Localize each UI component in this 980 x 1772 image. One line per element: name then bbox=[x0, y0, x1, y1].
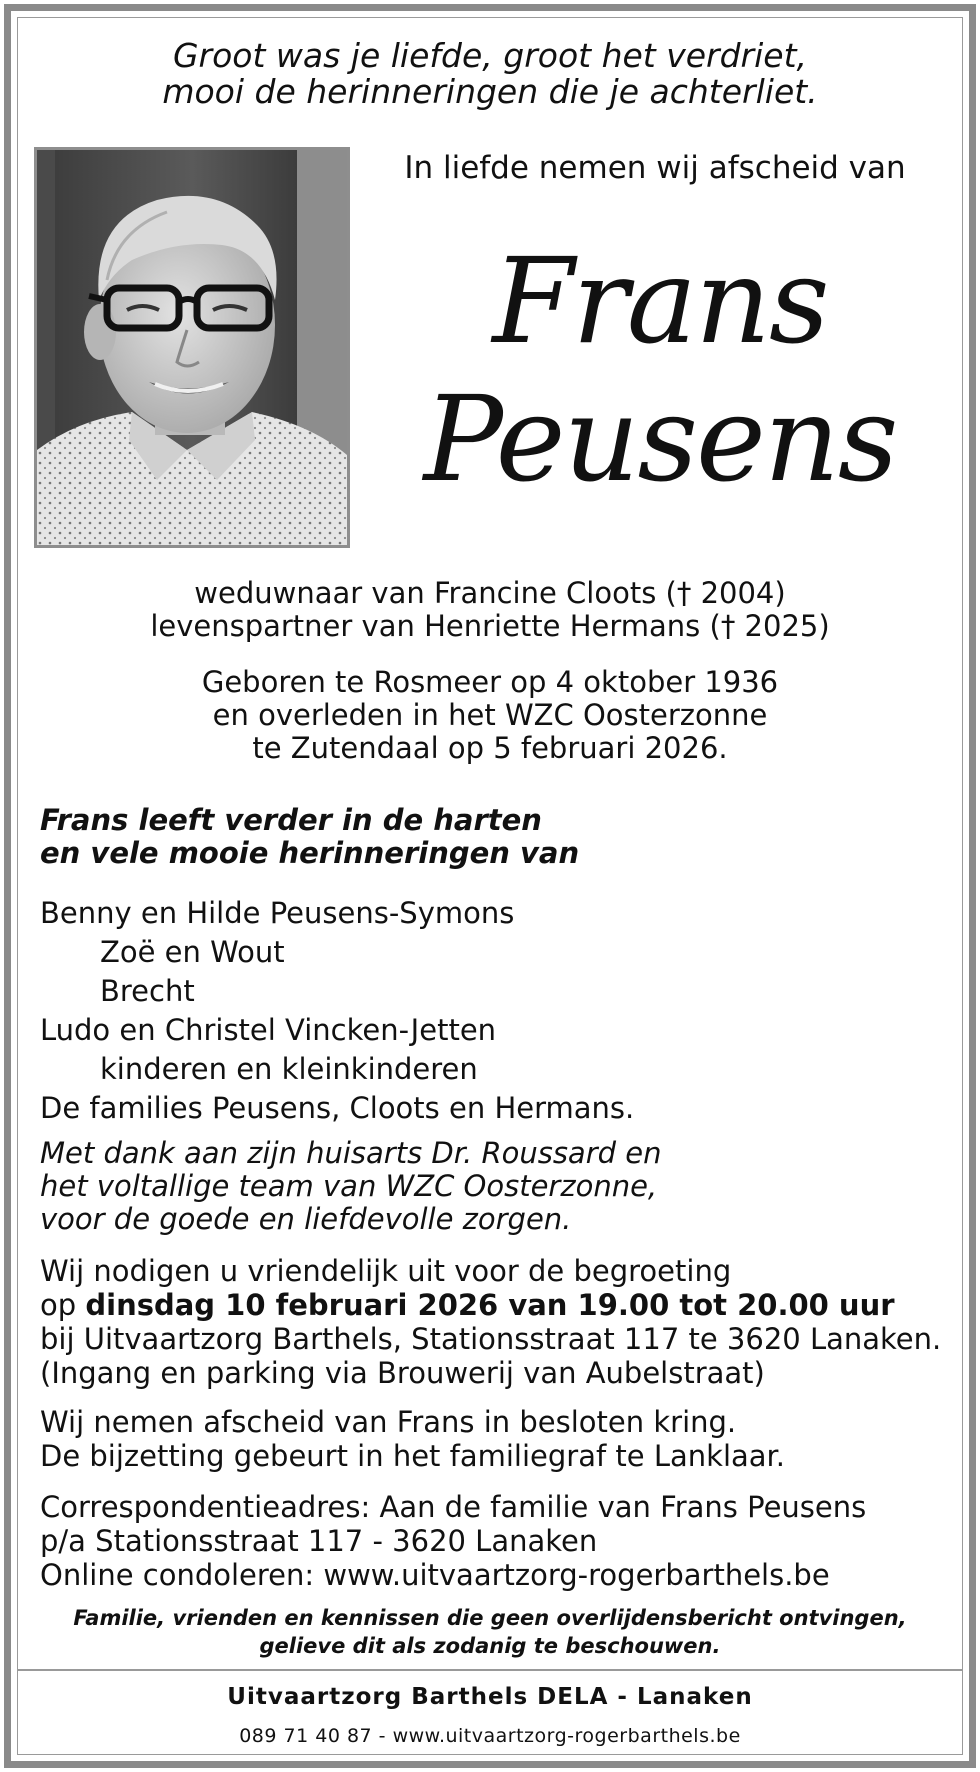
footer-title: Uitvaartzorg Barthels DELA - Lanaken bbox=[227, 1684, 753, 1710]
deceased-first-name: Frans bbox=[492, 232, 828, 370]
visitation-date: dinsdag 10 februari 2026 van 19.00 tot 20.00 uur bbox=[85, 1288, 895, 1322]
relations-block bbox=[30, 577, 950, 643]
family-list bbox=[40, 894, 634, 1128]
correspondence-street: p/a Stationsstraat 117 - 3620 Lanaken bbox=[40, 1524, 598, 1558]
intro-text: In liefde nemen wij afscheid van bbox=[404, 150, 906, 186]
lives-on-line-2: en vele mooie herinneringen van bbox=[40, 836, 580, 870]
contact-block bbox=[40, 1490, 866, 1592]
family-member: Zoë en Wout bbox=[100, 935, 285, 969]
portrait-illustration bbox=[37, 150, 347, 545]
visitation-parking: (Ingang en parking via Brouwerij van Aubelstraat) bbox=[40, 1356, 765, 1390]
family-member: De families Peusens, Cloots en Hermans. bbox=[40, 1091, 635, 1125]
birth-line: Geboren te Rosmeer op 4 oktober 1936 bbox=[201, 665, 779, 699]
lives-on-heading bbox=[40, 804, 579, 870]
online-condolence-link[interactable]: Online condoleren: www.uitvaartzorg-rogerbarthels.be bbox=[40, 1558, 830, 1592]
relation-spouse: weduwnaar van Francine Cloots († 2004) bbox=[194, 576, 786, 610]
death-place-line: te Zutendaal op 5 februari 2026. bbox=[252, 731, 728, 765]
quote-line-2: mooi de herinneringen die je achterliet. bbox=[162, 72, 818, 111]
visitation-prefix: op bbox=[40, 1288, 86, 1322]
thanks-line-2: het voltallige team van WZC Oosterzonne, bbox=[40, 1169, 658, 1203]
visitation-block bbox=[40, 1254, 941, 1390]
farewell-line-2: De bijzetting gebeurt in het familiegraf te Lanklaar. bbox=[40, 1439, 786, 1473]
notice-block bbox=[30, 1604, 950, 1660]
lives-on-line-1: Frans leeft verder in de harten bbox=[40, 803, 542, 837]
deceased-last-name: Peusens bbox=[423, 370, 897, 508]
footer-contact[interactable]: 089 71 40 87 - www.uitvaartzorg-rogerbarthels.be bbox=[239, 1725, 741, 1747]
family-member: Benny en Hilde Peusens-Symons bbox=[40, 896, 515, 930]
visitation-datetime bbox=[40, 1288, 941, 1322]
death-line: en overleden in het WZC Oosterzonne bbox=[212, 698, 768, 732]
farewell-line-1: Wij nemen afscheid van Frans in besloten kring. bbox=[40, 1405, 737, 1439]
correspondence-address: Correspondentieadres: Aan de familie van Frans Peusens bbox=[40, 1490, 867, 1524]
footer-divider bbox=[17, 1669, 963, 1671]
birth-death-block bbox=[30, 666, 950, 765]
quote-line-1: Groot was je liefde, groot het verdriet, bbox=[172, 36, 808, 75]
thanks-line-1: Met dank aan zijn huisarts Dr. Roussard en bbox=[40, 1136, 662, 1170]
notice-line-2: gelieve dit als zodanig te beschouwen. bbox=[259, 1634, 721, 1658]
thanks-block bbox=[40, 1137, 661, 1236]
opening-quote bbox=[30, 38, 950, 110]
portrait-photo bbox=[34, 147, 350, 548]
relation-partner: levenspartner van Henriette Hermans († 2025) bbox=[150, 609, 830, 643]
family-member: Ludo en Christel Vincken-Jetten bbox=[40, 1013, 497, 1047]
visitation-location: bij Uitvaartzorg Barthels, Stationsstraat 117 te 3620 Lanaken. bbox=[40, 1322, 942, 1356]
farewell-block bbox=[40, 1405, 785, 1473]
notice-line-1: Familie, vrienden en kennissen die geen overlijdensbericht ontvingen, bbox=[73, 1606, 907, 1630]
family-member: Brecht bbox=[100, 974, 195, 1008]
visitation-invite: Wij nodigen u vriendelijk uit voor de begroeting bbox=[40, 1254, 732, 1288]
thanks-line-3: voor de goede en liefdevolle zorgen. bbox=[40, 1202, 572, 1236]
family-member: kinderen en kleinkinderen bbox=[100, 1052, 478, 1086]
